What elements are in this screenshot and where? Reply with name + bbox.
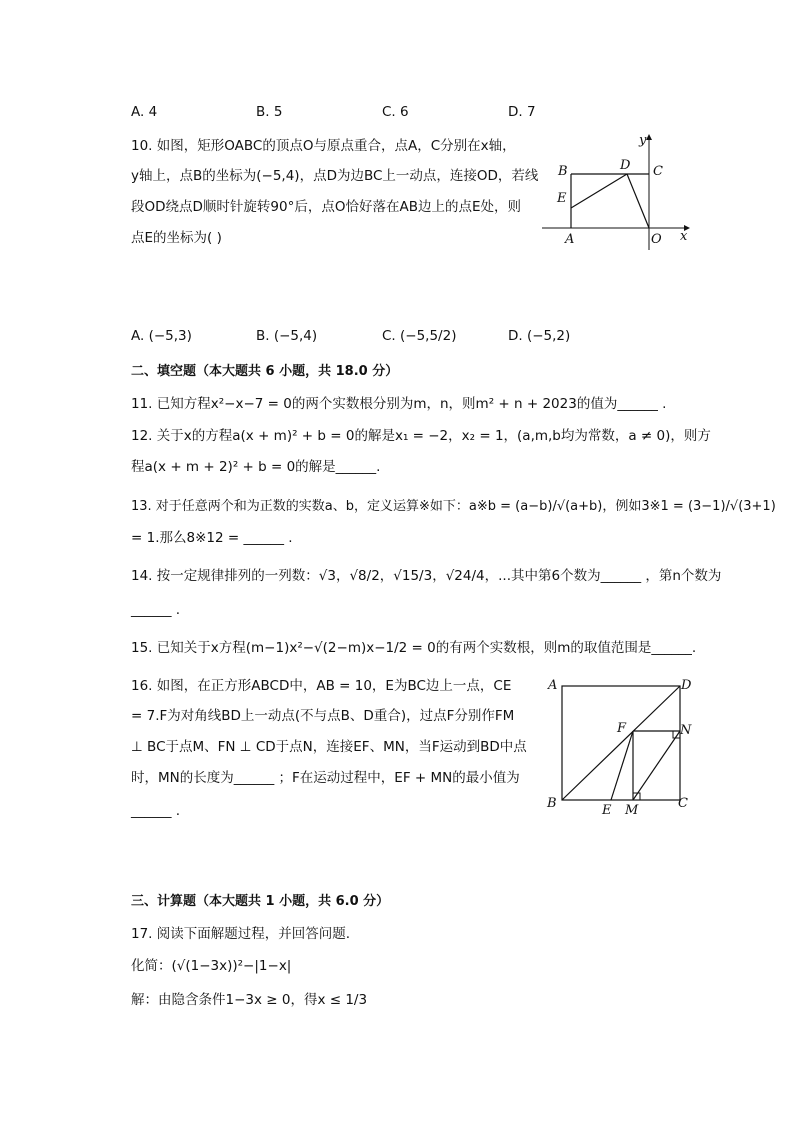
q16-line-4: 时，MN的长度为______ ；F在运动过程中，EF + MN的最小值为: [131, 770, 520, 786]
q13-line-1: 13. 对于任意两个和为正数的实数a、b，定义运算※如下：a※b = (a−b)/√(a+b)，例如3※1 = (3−1)/√(3+1): [131, 499, 776, 514]
q16-label-c: C: [678, 796, 688, 811]
q10-line-3: 段OD绕点D顺时针旋转90°后，点O恰好落在AB边上的点E处，则: [131, 199, 521, 215]
q10-label-d: D: [620, 158, 631, 173]
q10-label-o: O: [651, 232, 662, 247]
q10-option-c: C. (−5,5/2): [382, 328, 457, 344]
section-2-title: 二、填空题（本大题共 6 小题，共 18.0 分）: [131, 364, 399, 379]
q10-line-4: 点E的坐标为( ): [131, 230, 222, 246]
q16-label-a: A: [548, 678, 558, 693]
q15-text: 15. 已知关于x方程(m−1)x²−√(2−m)x−1/2 = 0的有两个实数根，则m的取值范围是______.: [131, 640, 697, 656]
q17-line-1: 17. 阅读下面解题过程，并回答问题.: [131, 926, 351, 942]
q10-label-c: C: [653, 164, 663, 179]
q10-option-b: B. (−5,4): [256, 328, 318, 344]
q16-label-m: M: [625, 803, 639, 818]
q12-line-2: 程a(x + m + 2)² + b = 0的解是______.: [131, 459, 381, 475]
q10-option-a: A. (−5,3): [131, 328, 192, 344]
q16-label-n: N: [680, 723, 692, 738]
q10-label-e: E: [557, 191, 567, 206]
q10-seg-od: [627, 174, 649, 228]
q11-text: 11. 已知方程x²−x−7 = 0的两个实数根分别为m，n，则m² + n + 2023的值为______ .: [131, 396, 667, 412]
q17-line-3: 解：由隐含条件1−3x ≥ 0，得x ≤ 1/3: [131, 992, 368, 1008]
q12-line-1: 12. 关于x的方程a(x + m)² + b = 0的解是x₁ = −2，x₂ = 1，(a,m,b均为常数，a ≠ 0)，则方: [131, 428, 711, 444]
q10-label-x: x: [680, 229, 688, 244]
q9-option-a: A. 4: [131, 104, 158, 120]
q16-diagonal-bd: [562, 686, 680, 800]
q14-line-1: 14. 按一定规律排列的一列数：√3，√8/2，√15/3，√24/4，...其中第6个数为______ ，第n个数为: [131, 568, 722, 584]
section-3-title: 三、计算题（本大题共 1 小题，共 6.0 分）: [131, 894, 390, 909]
q10-figure: [538, 128, 698, 254]
q16-line-1: 16. 如图，在正方形ABCD中，AB = 10，E为BC边上一点，CE: [131, 678, 512, 694]
q10-label-a: A: [565, 232, 575, 247]
q10-label-y: y: [639, 133, 647, 148]
q9-option-c: C. 6: [382, 104, 409, 120]
q16-label-f: F: [617, 721, 627, 736]
q10-option-d: D. (−5,2): [508, 328, 571, 344]
q16-label-d: D: [681, 678, 692, 693]
q16-seg-mn: [633, 731, 680, 800]
q16-label-e: E: [602, 803, 612, 818]
q10-line-1: 10. 如图，矩形OABC的顶点O与原点重合，点A，C分别在x轴，: [131, 138, 516, 154]
q14-line-2: ______ .: [131, 602, 181, 618]
q16-line-5: ______ .: [131, 803, 181, 819]
q10-line-2: y轴上，点B的坐标为(−5,4)，点D为边BC上一动点，连接OD，若线: [131, 168, 539, 184]
q16-figure: [540, 674, 700, 824]
q10-label-b: B: [558, 164, 568, 179]
q13-line-2: = 1.那么8※12 = ______ .: [131, 530, 293, 546]
q17-line-2: 化简：(√(1−3x))²−|1−x|: [131, 958, 292, 974]
q9-option-b: B. 5: [256, 104, 283, 120]
q16-line-3: ⊥ BC于点M、FN ⊥ CD于点N，连接EF、MN，当F运动到BD中点: [131, 739, 527, 755]
q16-line-2: = 7.F为对角线BD上一动点(不与点B、D重合)，过点F分别作FM: [131, 708, 515, 724]
q9-option-d: D. 7: [508, 104, 536, 120]
q16-label-b: B: [547, 796, 557, 811]
q10-seg-ed: [571, 174, 627, 208]
